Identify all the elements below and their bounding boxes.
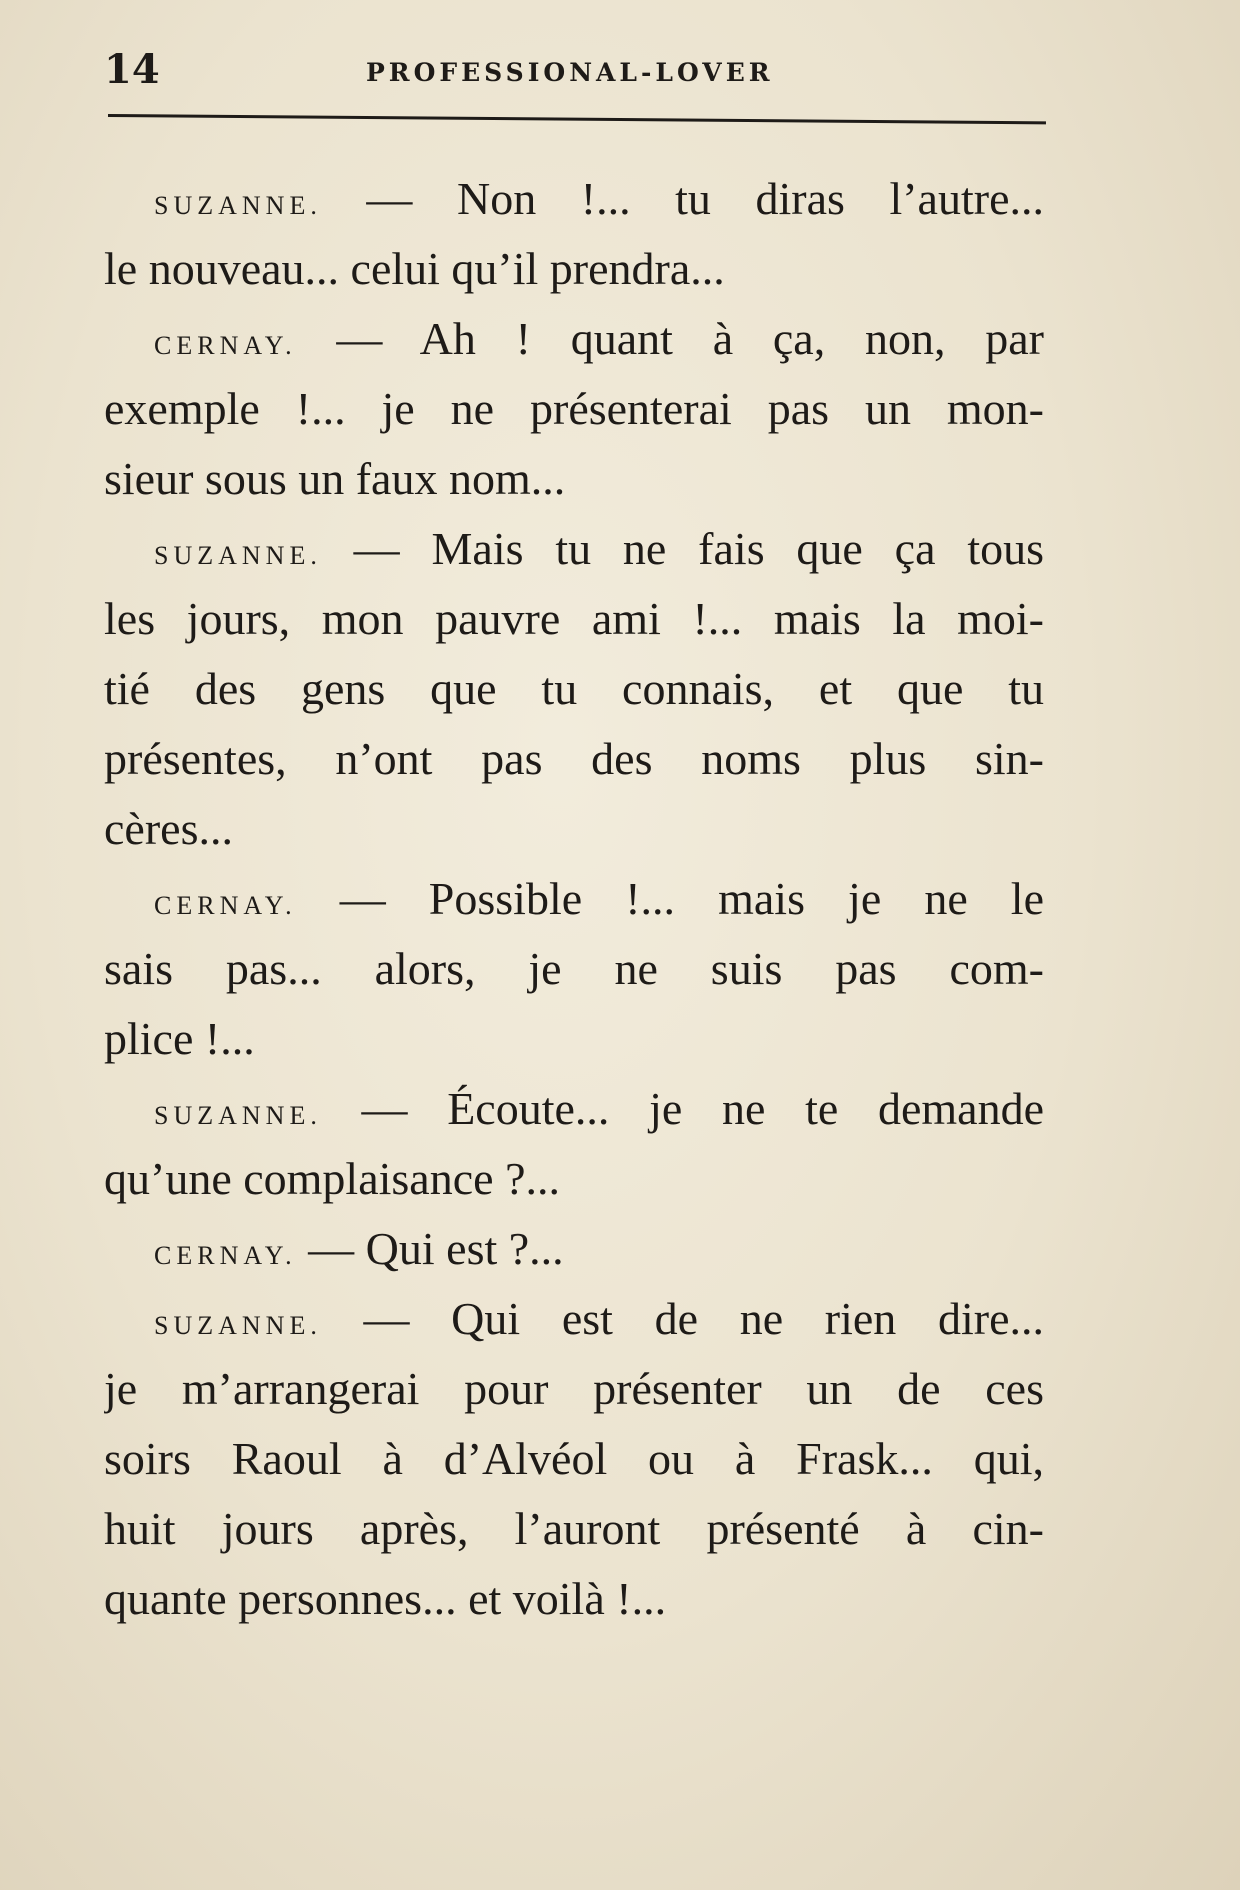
header-rule [108,114,1046,124]
text-line [104,1564,1044,1634]
speaker-name: SUZANNE. [154,191,322,220]
line-text: exemple !... je ne présenterai pas un mon- [104,383,1044,434]
line-text: huit jours après, l’auront présenté à cin- [104,1503,1044,1554]
line-text: — Mais tu ne fais que ça tous [321,523,1044,574]
line-text: — Non !... tu diras l’autre... [321,173,1044,224]
dialogue-text [104,164,1044,1634]
text-line [104,724,1044,794]
text-line [104,584,1044,654]
speaker-name: CERNAY. [154,1241,297,1270]
text-line [104,934,1044,1004]
line-text: cères... [104,803,233,854]
line-text: je m’arrangerai pour présenter un de ces [104,1363,1044,1414]
speaker-name: SUZANNE. [154,1311,322,1340]
line-text: — Qui est de ne rien dire... [321,1293,1044,1344]
line-text: les jours, mon pauvre ami !... mais la moi- [104,593,1044,644]
text-line [104,1424,1044,1494]
page-number: 14 [104,46,160,93]
text-line [104,794,1044,864]
line-text: plice !... [104,1013,255,1064]
running-head [100,40,1050,100]
text-line [104,514,1044,584]
line-text: — Ah ! quant à ça, non, par [296,313,1044,364]
line-text: soirs Raoul à d’Alvéol ou à Frask... qui, [104,1433,1044,1484]
line-text: tié des gens que tu connais, et que tu [104,663,1044,714]
text-line [104,234,1044,304]
text-line [104,1074,1044,1144]
line-text: — Qui est ?... [296,1223,564,1274]
speaker-name: SUZANNE. [154,1101,322,1130]
line-text: le nouveau... celui qu’il prendra... [104,243,725,294]
text-line [104,1144,1044,1214]
speaker-name: CERNAY. [154,331,297,360]
line-text: sais pas... alors, je ne suis pas com- [104,943,1044,994]
text-line [104,654,1044,724]
text-line [104,864,1044,934]
book-title: PROFESSIONAL-LOVER [366,58,774,87]
text-line [104,1494,1044,1564]
line-text: — Possible !... mais je ne le [296,873,1044,924]
text-line [104,1354,1044,1424]
speaker-name: CERNAY. [154,891,297,920]
text-line [104,1214,1044,1284]
line-text: sieur sous un faux nom... [104,453,566,504]
text-line [104,1284,1044,1354]
line-text: — Écoute... je ne te demande [321,1083,1044,1134]
text-line [104,374,1044,444]
text-line [104,164,1044,234]
text-line [104,304,1044,374]
line-text: quante personnes... et voilà !... [104,1573,667,1624]
line-text: qu’une complaisance ?... [104,1153,560,1204]
text-line [104,444,1044,514]
speaker-name: SUZANNE. [154,541,322,570]
text-line [104,1004,1044,1074]
line-text: présentes, n’ont pas des noms plus sin- [104,733,1044,784]
